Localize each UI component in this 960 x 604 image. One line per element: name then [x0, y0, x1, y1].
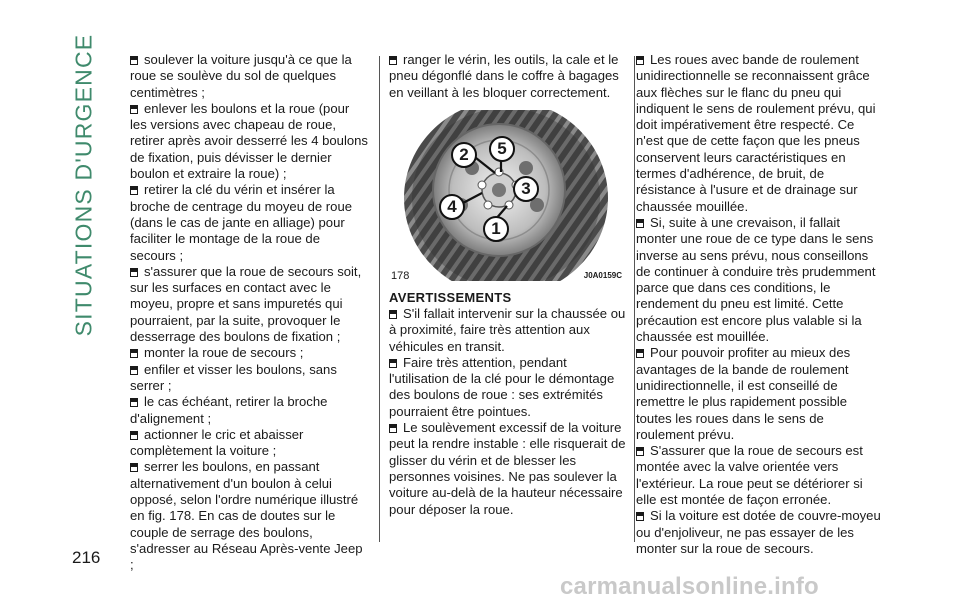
paragraph-text: Si, suite à une crevaison, il fallait monter une roue de ce type dans le sens inverse au sens prévu, nous conseillons de continuer à conduire très prudemment parce que dans ces conditions, le rendement du pneu est limité. Cette précaution est encore plus valable si la chaussée est mouillée.: [636, 214, 876, 345]
paragraph: [636, 443, 882, 508]
wheel-figure: [391, 110, 624, 281]
bullet-icon: [130, 398, 138, 407]
bullet-icon: [130, 105, 138, 114]
paragraph-text: serrer les boulons, en passant alternativement d'un boulon à celui opposé, selon l'ordre numérique illustré en fig. 178. En cas de doutes sur le couple de serrage des boulons, s'adresser au Réseau Après-vente Jeep ;: [130, 459, 363, 573]
figure-label-3: 3: [513, 176, 539, 202]
bullet-icon: [130, 186, 138, 195]
paragraph-text: ranger le vérin, les outils, la cale et le pneu dégonflé dans le coffre à bagages en veillant à les bloquer correctement.: [389, 52, 619, 100]
bullet-icon: [130, 349, 138, 358]
column-2-warnings: [389, 306, 629, 518]
paragraph-text: le cas échéant, retirer la broche d'alignement ;: [130, 394, 328, 426]
section-tab-label: SITUATIONS D'URGENCE: [70, 33, 97, 337]
figure-label-5: 5: [489, 136, 515, 162]
bullet-icon: [130, 366, 138, 375]
paragraph-text: Faire très attention, pendant l'utilisation de la clé pour le démontage des boulons de roue : ses extrémités pourraient être pointues.: [389, 354, 615, 419]
paragraph: [636, 508, 882, 557]
paragraph-text: Si la voiture est dotée de couvre-moyeu ou d'enjoliveur, ne pas essayer de les monter sur la roue de secours.: [636, 508, 881, 556]
wheel-illustration: [391, 110, 624, 281]
paragraph: [130, 427, 368, 460]
paragraph: [130, 362, 368, 395]
page-number: 216: [72, 548, 101, 567]
bullet-icon: [636, 447, 644, 456]
paragraph-text: soulever la voiture jusqu'à ce que la roue se soulève du sol de quelques centimètres ;: [130, 52, 352, 100]
paragraph-text: Les roues avec bande de roulement unidirectionnelle se reconnaissent grâce aux flèches sur le flanc du pneu qui indiquent le sens de roulement prévu, qui doit impérativement être respecté. Ce n'est que de cette façon que les pneus conservent leurs caractéristiques en termes d'adhérence, de bruit, de résistance à l'usure et de drainage sur chaussée mouillée.: [636, 52, 876, 214]
watermark: carmanualsonline.info: [560, 573, 819, 600]
bullet-icon: [636, 219, 644, 228]
paragraph: [130, 394, 368, 427]
bullet-icon: [130, 463, 138, 472]
bullet-icon: [389, 424, 397, 433]
figure-label-2: 2: [451, 142, 477, 168]
paragraph: [636, 345, 882, 443]
bullet-icon: [636, 56, 644, 65]
paragraph: [130, 345, 368, 361]
paragraph: [389, 306, 629, 355]
paragraph: [389, 355, 629, 420]
figure-label-4: 4: [439, 194, 465, 220]
figure-code: J0A0159C: [583, 271, 622, 280]
paragraph-text: Le soulèvement excessif de la voiture peut la rendre instable : elle risquerait de glisser du vérin et de blesser les personnes voisines. Ne pas soulever la voiture au-delà de la hauteur nécessaire pour déposer la roue.: [389, 420, 626, 517]
bullet-icon: [130, 268, 138, 277]
bullet-icon: [636, 349, 644, 358]
paragraph: [130, 264, 368, 345]
warnings-heading: AVERTISSEMENTS: [389, 290, 512, 305]
bullet-icon: [130, 56, 138, 65]
paragraph-text: enfiler et visser les boulons, sans serrer ;: [130, 361, 337, 393]
column-2-top: [389, 52, 629, 101]
paragraph-text: monter la roue de secours ;: [144, 345, 304, 361]
paragraph-text: enlever les boulons et la roue (pour les versions avec chapeau de roue, retirer après avoir desserré les 4 boulons de fixation, puis dévisser le dernier boulon et extraire la roue) ;: [130, 100, 368, 182]
figure-caption: [391, 270, 624, 282]
paragraph: [130, 459, 368, 573]
figure-number: 178: [391, 270, 410, 282]
bullet-icon: [389, 310, 397, 319]
bullet-icon: [389, 56, 397, 65]
paragraph: [636, 215, 882, 345]
paragraph-text: s'assurer que la roue de secours soit, sur les surfaces en contact avec le moyeu, propre et sans impuretés qui pourraient, par la suite, provoquer le desserrage des boulons de fixation ;: [130, 263, 362, 345]
paragraph-text: retirer la clé du vérin et insérer la broche de centrage du moyeu de roue (dans le cas de jante en alliage) pour faciliter le montage de la roue de secours ;: [130, 182, 353, 263]
figure-label-1: 1: [483, 216, 509, 242]
column-divider-2: [634, 56, 635, 542]
column-1: [130, 52, 368, 574]
paragraph-text: Pour pouvoir profiter au mieux des avantages de la bande de roulement unidirectionnelle, il est conseillé de remettre le plus rapidement possible toutes les roues dans le sens de roulement prévu.: [636, 345, 851, 442]
paragraph: [636, 52, 882, 215]
column-divider-1: [379, 56, 380, 542]
column-3: [636, 52, 882, 557]
section-tab: [62, 33, 106, 337]
paragraph-text: S'assurer que la roue de secours est montée avec la valve orientée vers l'extérieur. La roue peut se détériorer si elle est montée de façon erronée.: [636, 443, 863, 508]
bullet-icon: [636, 512, 644, 521]
paragraph-text: actionner le cric et abaisser complètement la voiture ;: [130, 426, 304, 459]
bullet-icon: [389, 359, 397, 368]
paragraph: [130, 52, 368, 101]
paragraph: [130, 182, 368, 263]
bullet-icon: [130, 431, 138, 440]
paragraph: [389, 420, 629, 518]
paragraph: [389, 52, 629, 101]
paragraph-text: S'il fallait intervenir sur la chaussée ou à proximité, faire très attention aux véhicules en transit.: [389, 306, 626, 354]
paragraph: [130, 101, 368, 182]
